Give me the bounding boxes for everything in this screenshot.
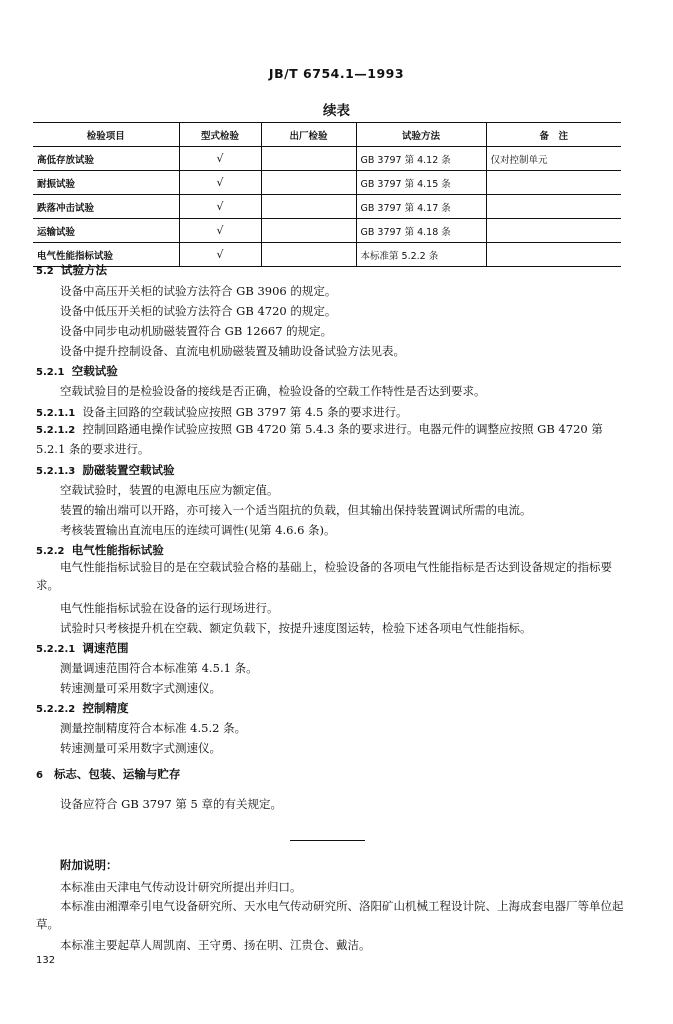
- paragraph: 设备中同步电动机励磁装置符合 GB 12667 的规定。: [60, 324, 333, 338]
- paragraph: 设备中提升控制设备、直流电机励磁装置及辅助设备试验方法见表。: [60, 344, 405, 358]
- section-heading-5-2-2-1: [36, 640, 129, 656]
- paragraph: 转速测量可采用数字式测速仪。: [60, 681, 221, 695]
- appendix-paragraph: 本标准由湘潭牵引电气设备研究所、天水电气传动研究所、洛阳矿山机械工程设计院、上海成套电器厂等单位起草。: [36, 899, 624, 931]
- table-header-row: [33, 123, 621, 147]
- column-header-type-test: 型式检验: [179, 123, 261, 147]
- section-heading-6: [36, 766, 180, 782]
- section-title: 试验方法: [61, 263, 108, 277]
- section-heading-5-2-2: [36, 542, 164, 558]
- paragraph: 设备中高压开关柜的试验方法符合 GB 3906 的规定。: [60, 284, 337, 298]
- section-title: 标志、包装、运输与贮存: [53, 767, 181, 781]
- cell-method: GB 3797 第 4.18 条: [356, 219, 486, 243]
- cell-note: [486, 171, 621, 195]
- section-title: 调速范围: [82, 641, 129, 655]
- cell-factory-test: [261, 219, 356, 243]
- section-heading-5-2-1: [36, 363, 118, 379]
- section-number: 6: [36, 770, 43, 781]
- paragraph: 装置的输出端可以开路，亦可接入一个适当阻抗的负载，但其输出保持装置调试所需的电流。: [60, 503, 532, 517]
- section-number: 5.2.2: [36, 546, 65, 557]
- cell-item: 运输试验: [33, 219, 179, 243]
- cell-type-test: √: [179, 171, 261, 195]
- section-number: 5.2.1.3: [36, 466, 76, 477]
- cell-type-test: √: [179, 243, 261, 267]
- section-number: 5.2.1: [36, 367, 65, 378]
- paragraph: 电气性能指标试验在设备的运行现场进行。: [60, 601, 279, 615]
- page-number: 132: [36, 955, 56, 966]
- cell-factory-test: [261, 195, 356, 219]
- cell-type-test: √: [179, 195, 261, 219]
- cell-note: [486, 243, 621, 267]
- clause-text: 控制回路通电操作试验应按照 GB 4720 第 5.4.3 条的要求进行。电器元件的调整应按照 GB 4720 第 5.2.1 条的要求进行。: [36, 422, 603, 456]
- section-title: 空载试验: [71, 364, 118, 378]
- paragraph: 电气性能指标试验目的是在空载试验合格的基础上，检验设备的各项电气性能指标是否达到设备规定的指标要求。: [36, 560, 612, 592]
- section-number: 5.2.2.1: [36, 644, 76, 655]
- divider: [290, 840, 365, 841]
- clause-5-2-1-1: [36, 404, 408, 420]
- paragraph: 测量控制精度符合本标准 4.5.2 条。: [60, 721, 247, 735]
- cell-method: GB 3797 第 4.15 条: [356, 171, 486, 195]
- table-row: [33, 195, 621, 219]
- appendix-paragraph: 本标准主要起草人周凯南、王守勇、扬在明、江贵仓、戴洁。: [60, 938, 371, 952]
- clause-5-2-1-2: [36, 420, 632, 458]
- cell-item: 电气性能指标试验: [33, 243, 179, 267]
- paragraph: 设备应符合 GB 3797 第 5 章的有关规定。: [60, 797, 282, 811]
- cell-item: 耐振试验: [33, 171, 179, 195]
- cell-item: 高低存放试验: [33, 147, 179, 171]
- table-row: [33, 147, 621, 171]
- paragraph: 转速测量可采用数字式测速仪。: [60, 741, 221, 755]
- column-header-item: 检验项目: [33, 123, 179, 147]
- section-number: 5.2.1.2: [36, 425, 76, 436]
- cell-note: [486, 195, 621, 219]
- section-heading-5-2-1-3: [36, 462, 175, 478]
- document-id: JB/T 6754.1—1993: [268, 66, 405, 81]
- cell-factory-test: [261, 147, 356, 171]
- test-items-table: [33, 122, 621, 267]
- clause-text: 设备主回路的空载试验应按照 GB 3797 第 4.5 条的要求进行。: [82, 405, 408, 419]
- cell-type-test: √: [179, 219, 261, 243]
- cell-type-test: √: [179, 147, 261, 171]
- table-row: [33, 243, 621, 267]
- section-number: 5.2.1.1: [36, 408, 76, 419]
- paragraph: 考核装置输出直流电压的连续可调性(见第 4.6.6 条)。: [60, 523, 336, 537]
- cell-factory-test: [261, 171, 356, 195]
- column-header-method: 试验方法: [356, 123, 486, 147]
- cell-method: GB 3797 第 4.12 条: [356, 147, 486, 171]
- section-title: 励磁装置空载试验: [82, 463, 175, 477]
- section-heading-5-2-2-2: [36, 700, 129, 716]
- cell-note: [486, 219, 621, 243]
- column-header-note: 备 注: [486, 123, 621, 147]
- table-row: [33, 171, 621, 195]
- cell-note: 仅对控制单元: [486, 147, 621, 171]
- cell-factory-test: [261, 243, 356, 267]
- paragraph: 空载试验时，装置的电源电压应为额定值。: [60, 483, 279, 497]
- section-title: 控制精度: [82, 701, 129, 715]
- appendix-paragraph: 本标准由天津电气传动设计研究所提出并归口。: [60, 880, 302, 894]
- section-number: 5.2: [36, 266, 54, 277]
- table-caption: 续表: [323, 103, 350, 119]
- paragraph: 试验时只考核提升机在空载、额定负载下，按提升速度图运转，检验下述各项电气性能指标。: [60, 621, 532, 635]
- section-heading-5-2: [36, 262, 107, 278]
- table-row: [33, 219, 621, 243]
- paragraph: 测量调速范围符合本标准第 4.5.1 条。: [60, 661, 258, 675]
- cell-item: 跌落冲击试验: [33, 195, 179, 219]
- paragraph: 设备中低压开关柜的试验方法符合 GB 4720 的规定。: [60, 304, 337, 318]
- section-number: 5.2.2.2: [36, 704, 76, 715]
- section-title: 电气性能指标试验: [71, 543, 164, 557]
- cell-method: GB 3797 第 4.17 条: [356, 195, 486, 219]
- column-header-factory-test: 出厂检验: [261, 123, 356, 147]
- appendix-title: 附加说明：: [60, 858, 118, 872]
- cell-method: 本标准第 5.2.2 条: [356, 243, 486, 267]
- paragraph: 空载试验目的是检验设备的接线是否正确，检验设备的空载工作特性是否达到要求。: [60, 384, 486, 398]
